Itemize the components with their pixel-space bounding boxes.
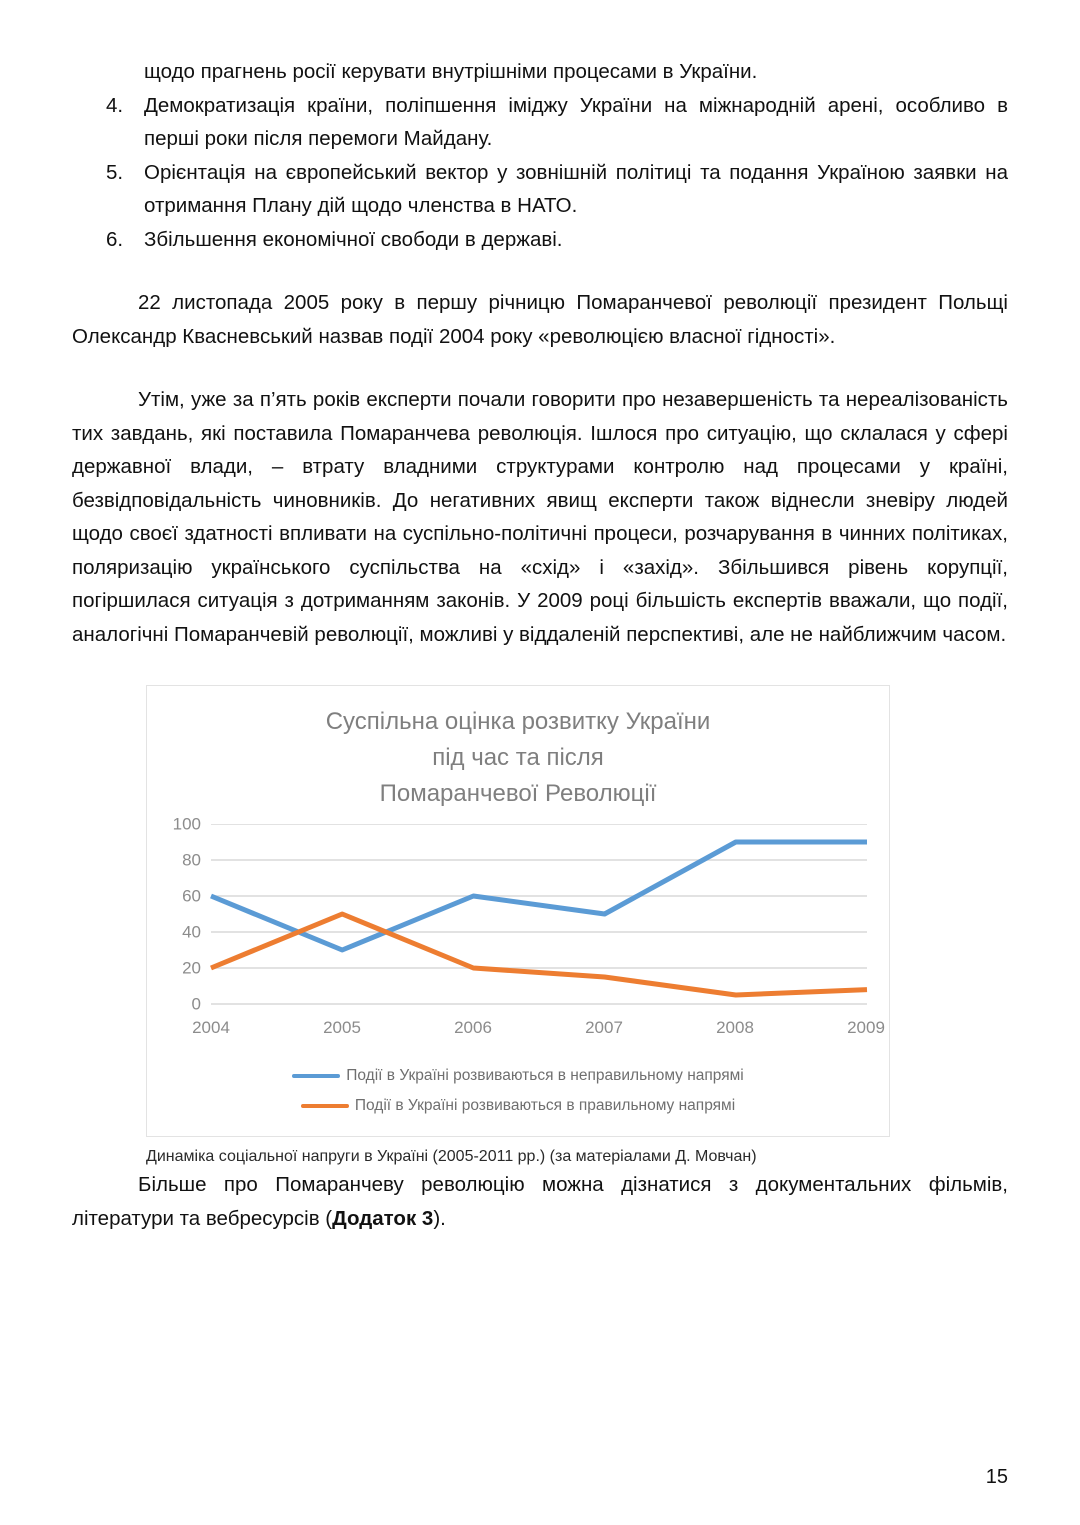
list-item (72, 89, 1008, 156)
appendix-reference: Додаток 3 (332, 1206, 434, 1230)
paragraph-kwasniewski: 22 листопада 2005 року в першу річницю Помаранчевої революції президент Польщі Олександр Квасневський назвав події 2004 року «революцією власної гідності». (72, 291, 1008, 348)
chart-container (146, 685, 890, 1137)
x-tick-label: 2004 (192, 1018, 230, 1037)
legend-label: Події в Україні розвиваються в правильному напрямі (354, 1097, 736, 1114)
numbered-list (72, 89, 1008, 257)
chart-legend (147, 1061, 889, 1121)
list-item-number: 6. (106, 227, 124, 251)
legend-item (147, 1061, 889, 1091)
paragraph-more-info-part1: Більше про Помаранчеву революцію можна дізнатися з документальних фільмів, літератури та вебресурсів ( (72, 1173, 1008, 1230)
list-item (72, 223, 1008, 257)
chart-title-line-3: Помаранчевої Революції (379, 780, 657, 807)
chart-line-series-orange (211, 914, 867, 995)
y-tick-label: 20 (182, 958, 201, 978)
chart-title-line-2: під час та після (432, 744, 604, 771)
page-number: 15 (985, 1466, 1008, 1488)
list-item-text: Демократизація країни, поліпшення іміджу України на міжнародній арені, особливо в перші роки після перемоги Майдану. (144, 93, 1008, 150)
legend-swatch-blue (292, 1074, 340, 1078)
y-tick-label: 80 (182, 850, 201, 870)
intro-continuation-line: щодо прагнень росії керувати внутрішніми процесами в України. (144, 60, 758, 83)
chart-title (147, 686, 889, 812)
legend-label: Події в Україні розвиваються в неправильному напрямі (346, 1067, 744, 1084)
chart-title-line-1: Суспільна оцінка розвитку України (325, 708, 711, 735)
paragraph-more-info (72, 1168, 1008, 1235)
chart-svg (147, 824, 889, 1036)
chart-caption: Динаміка соціальної напруги в Україні (2005-2011 рр.) (за матеріалами Д. Мовчан) (146, 1148, 757, 1165)
chart-plot-area (147, 824, 889, 1036)
x-tick-label: 2009 (847, 1018, 885, 1037)
paragraph-experts-assessment: Утім, уже за п’ять років експерти почали говорити про незавершеність та нереалізованість тих завдань, які поставила Помаранчева революція. Ішлося про ситуацію, що склалася у сфері державної влади, – втрату владними структурами контролю над процесами у країні, безвідповідальність чиновників. До негативних явищ експерти також віднесли зневіру людей щодо своєї здатності впливати на суспільно-політичні процеси, розчарування в чинних політиках, поляризацію українського суспільства на «схід» і «захід». Збільшився рівень корупції, погіршилася ситуація з дотриманням законів. У 2009 році більшість експертів вважали, що події, аналогічні Помаранчевій революції, можливі у віддаленій перспективі, але не найближчим часом. (72, 388, 1008, 646)
x-tick-label: 2005 (323, 1018, 361, 1037)
legend-swatch-orange (301, 1104, 349, 1108)
list-item-number: 5. (106, 160, 124, 184)
gridlines (211, 824, 867, 1004)
x-tick-label: 2006 (454, 1018, 492, 1037)
list-item (72, 156, 1008, 223)
list-item-number: 4. (106, 93, 124, 117)
paragraph-more-info-part2: ). (433, 1206, 446, 1230)
legend-item (147, 1091, 889, 1121)
x-tick-label: 2008 (716, 1018, 754, 1037)
x-tick-label: 2007 (585, 1018, 623, 1037)
x-axis-tick-labels (192, 1018, 885, 1046)
y-tick-label: 100 (172, 814, 201, 834)
y-tick-label: 0 (191, 994, 201, 1014)
chart-figure (72, 685, 1008, 1168)
list-item-text: Орієнтація на європейський вектор у зовнішній політиці та подання Україною заявки на отримання Плану дій щодо членства в НАТО. (144, 160, 1008, 217)
list-item-text: Збільшення економічної свободи в державі. (144, 227, 563, 251)
y-tick-label: 40 (182, 922, 201, 942)
y-tick-label: 60 (182, 886, 201, 906)
